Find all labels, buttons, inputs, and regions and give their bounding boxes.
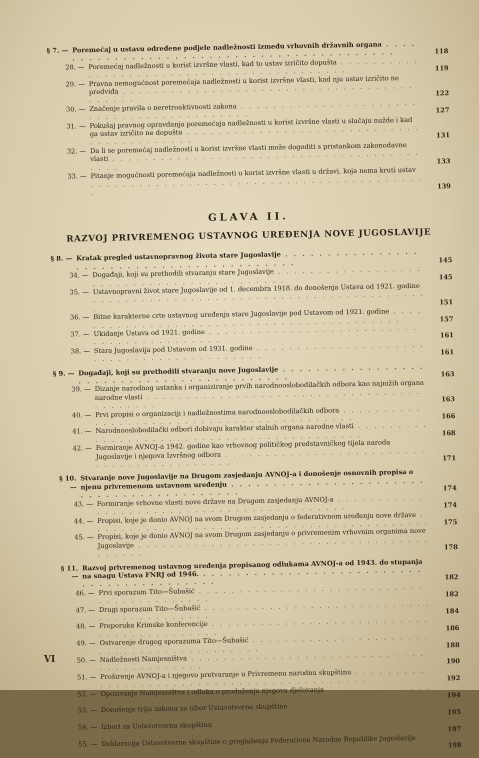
entry-title: Dizanje narodnog ustanka i organiziranje prvih narodnooslobodilačkih odbora kao najnižih organa narodne vlasti . . . [95, 379, 455, 411]
entry-number: 33. — [67, 172, 87, 181]
entry-page-number: 161 [439, 331, 454, 340]
entry-number: 42. — [72, 444, 92, 453]
entry-page-number: 151 [439, 297, 454, 307]
entry-title: Bitne karakterne crte ustavnog uređenja stare Jugoslavije pod Ustavom od 1921. godine . . . [93, 306, 453, 330]
entry-page-number: 186 [445, 623, 460, 633]
entry-page-number: 168 [441, 428, 456, 438]
entry-number: § 8. — [50, 254, 73, 264]
entry-title: Ostvarenje drugog sporazuma Tito—Šubašić . . . [99, 632, 459, 656]
entry-title: Deklaracija Ustavotvorne skupštine o proglašenju Federativne Narodne Republike Jugoslavije . . . [101, 733, 461, 757]
entry-number: 45. — [74, 533, 94, 542]
entry-number: § 10. — [59, 474, 77, 492]
entry-page-number: 184 [445, 607, 460, 616]
entry-title: Formiranje vrhovne vlasti nove države na Drugom zasjedanju AVNOJ-a . . . [97, 493, 457, 517]
entry-number: 38. — [70, 346, 91, 356]
entry-number: 54. — [77, 723, 98, 732]
toc-list-chapter-1 [42, 39, 451, 198]
entry-title: Događaji, koji su prethodili stvaranju nove Jugoslavije . . . [78, 362, 454, 386]
entry-title: Prvi sporazum Tito—Šubašić . . . [99, 582, 459, 606]
entry-title: Pitanje mogućnosti poremećaja nadležnosti u korist izvršne vlasti u državi, koja nema kruti ustav . . . [91, 165, 451, 197]
entry-title: Ukidanje Ustava od 1921. godine . . . [94, 323, 454, 347]
table-of-contents [42, 34, 462, 758]
entry-page-number: 118 [434, 47, 449, 56]
entry-number: 28. — [65, 63, 85, 72]
page-number-footer: VI [44, 655, 56, 665]
entry-number: 55. — [78, 740, 98, 749]
entry-number: 46. — [75, 588, 95, 598]
entry-number: 51. — [76, 672, 97, 682]
entry-title: Narodnooslobodilački odbori dobivaju karakter stalnih organa narodne vlasti . . . [95, 421, 455, 445]
entry-page-number: 190 [446, 657, 461, 666]
entry-title: Poremećaj nadležnosti u korist izvršne vlasti, kad to ustav izričito dopušta . . . [88, 56, 448, 80]
entry-title: Propisi, koje je donio AVNOJ na svom Drugom zasjedanju o federativnom uređenju nove države . . . [97, 510, 457, 534]
entry-page-number: 131 [436, 131, 450, 140]
entry-title: Pokušaj pravnog opravdanja poremećaja nadležnosti u korist izvršne vlasti u slučaju nužde i kad ga ustav izričito ne dopušta . . . [90, 115, 450, 147]
entry-page-number: 198 [447, 741, 462, 750]
entry-number: 32. — [66, 147, 87, 156]
entry-title: Da li se poremećaj nadležnosti u korist izvršne vlasti može dogoditi s pristankom zakonodavne vlasti . . . [90, 140, 450, 172]
entry-number: 47. — [75, 605, 95, 615]
entry-number: 52. — [77, 689, 97, 699]
entry-number: 37. — [70, 330, 90, 339]
entry-page-number: 175 [443, 518, 458, 527]
entry-title: Stara Jugoslavija pod Ustavom od 1931. godine . . . [94, 340, 454, 364]
entry-number: 49. — [76, 639, 96, 648]
entry-page-number: 163 [440, 370, 455, 379]
entry-page-number: 171 [442, 454, 457, 463]
entry-number: 34. — [69, 271, 89, 280]
entry-title: Proširenje AVNOJ-a i njegovo pretvaranje u Privremenu narodnu skupštinu . . . [100, 666, 460, 690]
entry-page-number: 139 [437, 182, 451, 191]
entry-title: Događaji, koji su prethodili stvaranju stare Jugoslavije . . . [92, 264, 452, 288]
entry-title: Donošenje triju zakona za izbor Ustavotvorne skupštine . . . [101, 700, 461, 724]
entry-number: 36. — [70, 313, 90, 322]
entry-number: 29. — [65, 79, 85, 89]
entry-page-number: 119 [434, 64, 449, 73]
entry-number: 43. — [73, 499, 93, 509]
entry-page-number: 174 [442, 484, 457, 493]
entry-number: 30. — [66, 105, 86, 114]
entry-page-number: 188 [445, 640, 460, 649]
entry-number: 39. — [71, 385, 91, 394]
entry-number: 44. — [73, 516, 94, 525]
entry-title: Značenje pravila o neretroaktivnosti zakona . . . [89, 98, 449, 122]
entry-number: 35. — [69, 288, 89, 297]
entry-page-number: 127 [435, 106, 450, 115]
entry-title: Preporuka Krimske konferencije . . . [99, 615, 459, 639]
entry-title: Pravna nemogućnost poremećaja nadležnosti u korist izvršne vlasti, kad nju ustav izričito ne predviđa . . . [89, 73, 449, 105]
entry-page-number: 182 [444, 590, 459, 599]
entry-page-number: 192 [446, 674, 461, 683]
entry-number: § 7. — [46, 46, 69, 55]
entry-title: Poremećaj u ustavu određene podjele nadležnosti između vrhovnih državnih organa . . . [72, 39, 448, 63]
entry-number: 53. — [77, 706, 97, 715]
toc-list-chapter-2 [46, 247, 462, 757]
entry-page-number: 197 [447, 724, 462, 733]
entry-title: Kratak pregled ustavnopravnog života stare Jugoslavije . . . [76, 247, 452, 271]
chapter-title: RAZVOJ PRIVREMENOG USTAVNOG UREĐENJA NOVE JUGOSLAVIJE [66, 227, 432, 245]
entry-title: Formiranje AVNOJ-a 1942. godine kao vrhovnog političkog predstavničkog tijela naroda Jugoslavije i njegova Izvršnog odbora . . . [96, 437, 456, 469]
entry-title: Opozivanje Namjesništva i odluka o produženju njegova djelovanja . . . [100, 683, 460, 707]
entry-page-number: 166 [441, 412, 456, 421]
entry-title: Prvi propisi o organizaciji i nadležnostima narodnooslobodilačkih odbora . . . [95, 404, 455, 428]
entry-page-number: 157 [439, 314, 454, 323]
entry-title: Stvaranje nove Jugoslavije na Drugom zasjedanju AVNOJ-a i donošenje osnovnih propisa o njenu privremenom ustavnom uređenju . . . [80, 468, 456, 500]
entry-title: Drugi sporazum Tito—Šubašić . . . [99, 599, 459, 623]
entry-number: 50. — [76, 656, 96, 665]
entry-title: Propisi, koje je donio AVNOJ na svom Drugom zasjedanju o privremenim vrhovnim organima nove Jugoslavije . . . [97, 526, 457, 558]
entry-number: § 9. — [52, 369, 75, 378]
entry-page-number: 195 [447, 707, 462, 717]
entry-number: 41. — [72, 427, 92, 436]
entry-page-number: 194 [446, 691, 461, 700]
entry-page-number: 174 [443, 501, 458, 510]
entry-number: 31. — [66, 121, 86, 131]
entry-page-number: 182 [444, 573, 459, 582]
entry-title: Razvoj privremenog ustavnog uređenja propisanog odlukama AVNOJ-a od 1943. do stupanja na snagu Ustava FNRJ od 1946. . . . [82, 557, 458, 589]
entry-number: § 11. — [60, 563, 79, 581]
entry-page-number: 161 [440, 348, 455, 357]
entry-page-number: 163 [441, 395, 456, 404]
entry-number: 40. — [71, 410, 92, 420]
entry-title: Ustavnopravni život stare Jugoslavije od 1. decembra 1918. do donošenja Ustava od 1921. godine . . . [93, 281, 453, 313]
entry-page-number: 145 [438, 272, 453, 281]
entry-page-number: 145 [438, 255, 453, 265]
entry-title: Izbori za Ustavotvornu skupštinu . . . [101, 716, 461, 740]
entry-page-number: 122 [435, 89, 450, 98]
chapter-heading: GLAVA II. [207, 211, 289, 225]
entry-number: 48. — [75, 622, 96, 631]
entry-page-number: 178 [443, 543, 458, 552]
entry-title: Nadležnosti Namjesništva . . . [100, 649, 460, 673]
entry-page-number: 133 [436, 156, 451, 166]
